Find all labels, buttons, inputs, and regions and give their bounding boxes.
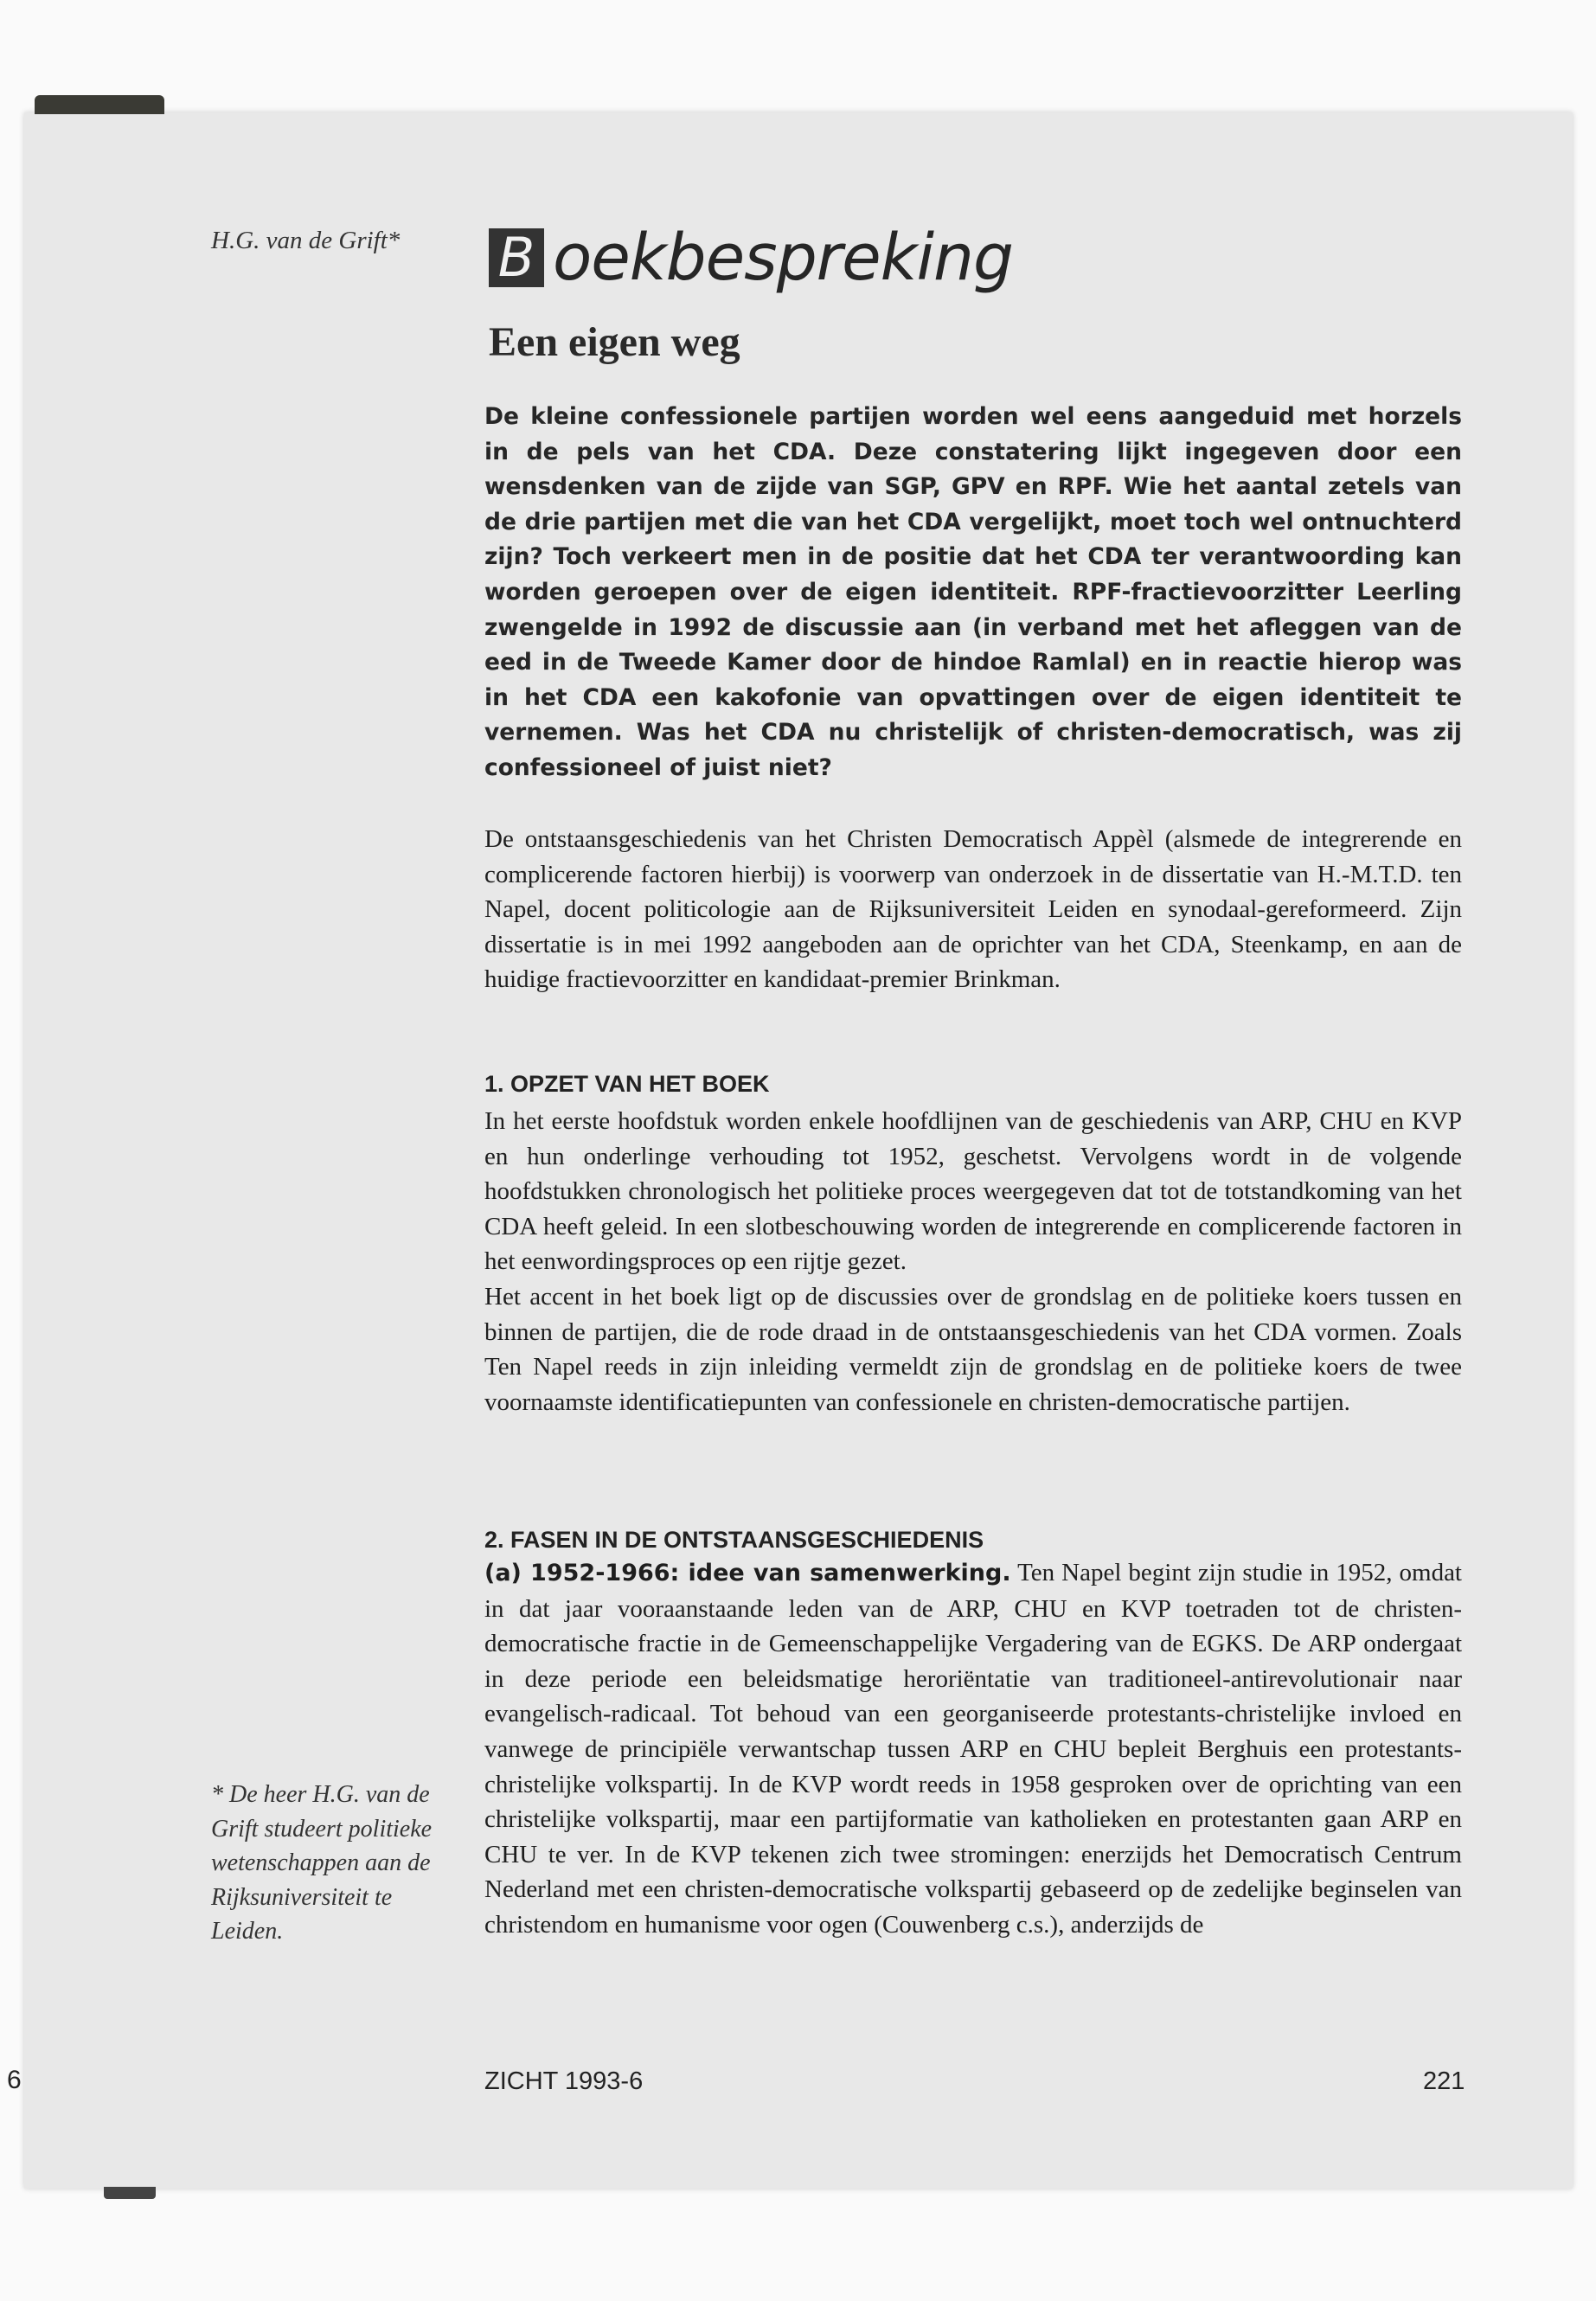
binding-bottom [104, 2187, 156, 2199]
section-2-heading: 2. FASEN IN DE ONTSTAANSGESCHIEDENIS [484, 1527, 984, 1553]
paragraph-1-text: De ontstaansgeschiedenis van het Christen Democratisch Appèl (alsmede de integrerende en complicerende factoren hierbij) is voorwerp van onderzoek in de dissertatie van H.-M.T.D. ten Napel, docent politicologie aan de Rijksuniversiteit Leiden en synodaal-gereformeerd. Zijn dissertatie is in mei 1992 aangeboden aan de oprichter van het CDA, Steenkamp, en aan de huidige fractievoorzitter en kandidaat-premier Brinkman. [484, 825, 1462, 994]
section-1-body [484, 1104, 1462, 1420]
binding-top [35, 95, 164, 114]
intro-paragraph [484, 400, 1462, 786]
header-initial-box: B [489, 228, 544, 287]
intro-text: De kleine confessionele partijen worden wel eens aangeduid met horzels in de pels van het CDA. Deze constatering lijkt ingegeven door een wensdenken van de zijde van SGP, GPV en RPF. Wie het aantal zetels van de drie partijen met die van het CDA vergelijkt, moet toch wel ontnuchterd zijn? Toch verkeert men in de positie dat het CDA ter verantwoording kan worden geroepen over de eigen identiteit. RPF-fractievoorzitter Leerling zwengelde in 1992 de discussie aan (in verband met het afleggen van de eed in de Tweede Kamer door de hindoe Ramlal) en in reactie hierop was in het CDA een kakofonie van opvattingen over de eigen identiteit te vernemen. Was het CDA nu christelijk of christen-democratisch, was zij confessioneel of juist niet? [484, 403, 1462, 781]
header-title: oekbespreking [553, 220, 1013, 295]
section-1-para-b: Het accent in het boek ligt op de discussies over de grondslag en de politieke koers tussen en binnen de partijen, die de rode draad in de ontstaansgeschiedenis van het CDA vormen. Zoals Ten Napel reeds in zijn inleiding vermeldt zijn de grondslag en de politieke koers de twee voornaamste identificatiepunten van confessionele en christen-democratische partijen. [484, 1282, 1462, 1416]
paragraph-1 [484, 822, 1462, 997]
section-2-lead: (a) 1952-1966: idee van samenwerking. [484, 1560, 1011, 1586]
author-name: H.G. van de Grift* [211, 227, 401, 254]
section-2-text: Ten Napel begint zijn studie in 1952, omdat in dat jaar vooraanstaande leden van de ARP, CHU en KVP toetraden tot de christen-democratische fractie in de Gemeenschappelijke Vergadering van de EGKS. De ARP ondergaat in deze periode een beleidsmatige heroriëntatie van traditioneel-antirevolutionair naar evangelisch-radicaal. Tot behoud van een georganiseerde protestants-christelijke invloed en vanwege de principiële verwantschap tussen ARP en CHU bepleit Berghuis een protestants-christelijke volkspartij. In de KVP wordt reeds in 1958 gesproken over de oprichting van een christelijke volkspartij, maar een partijformatie van katholieken en protestanten gaan ARP en CHU te ver. In de KVP tekenen zich twee stromingen: enerzijds het Democratisch Centrum Nederland met een christen-democratische volkspartij gebaseerd op de zedelijke beginselen van christendom en humanisme voor ogen (Couwenberg c.s.), anderzijds de [484, 1559, 1462, 1939]
article-title: Een eigen weg [489, 319, 740, 365]
page-number: 221 [1423, 2067, 1465, 2095]
author-footnote: * De heer H.G. van de Grift studeert politieke wetenschappen aan de Rijksuniversiteit te Leiden. [211, 1781, 433, 1945]
facing-page-number: 6 [7, 2066, 22, 2094]
section-2-paragraph [484, 1555, 1462, 1943]
section-1-para-a: In het eerste hoofdstuk worden enkele hoofdlijnen van de geschiedenis van ARP, CHU en KVP en hun onderlinge verhouding tot 1952, geschetst. Vervolgens wordt in de volgende hoofdstukken chronologisch het politieke proces weergegeven dat tot de totstandkoming van het CDA heeft geleid. In een slotbeschouwing worden de integrerende en complicerende factoren in het eenwordingsproces op een rijtje gezet. [484, 1107, 1462, 1276]
journal-footer: ZICHT 1993-6 [484, 2067, 644, 2095]
section-2-body [484, 1555, 1462, 1943]
section-1-heading: 1. OPZET VAN HET BOEK [484, 1071, 770, 1097]
section-header [489, 221, 1013, 294]
